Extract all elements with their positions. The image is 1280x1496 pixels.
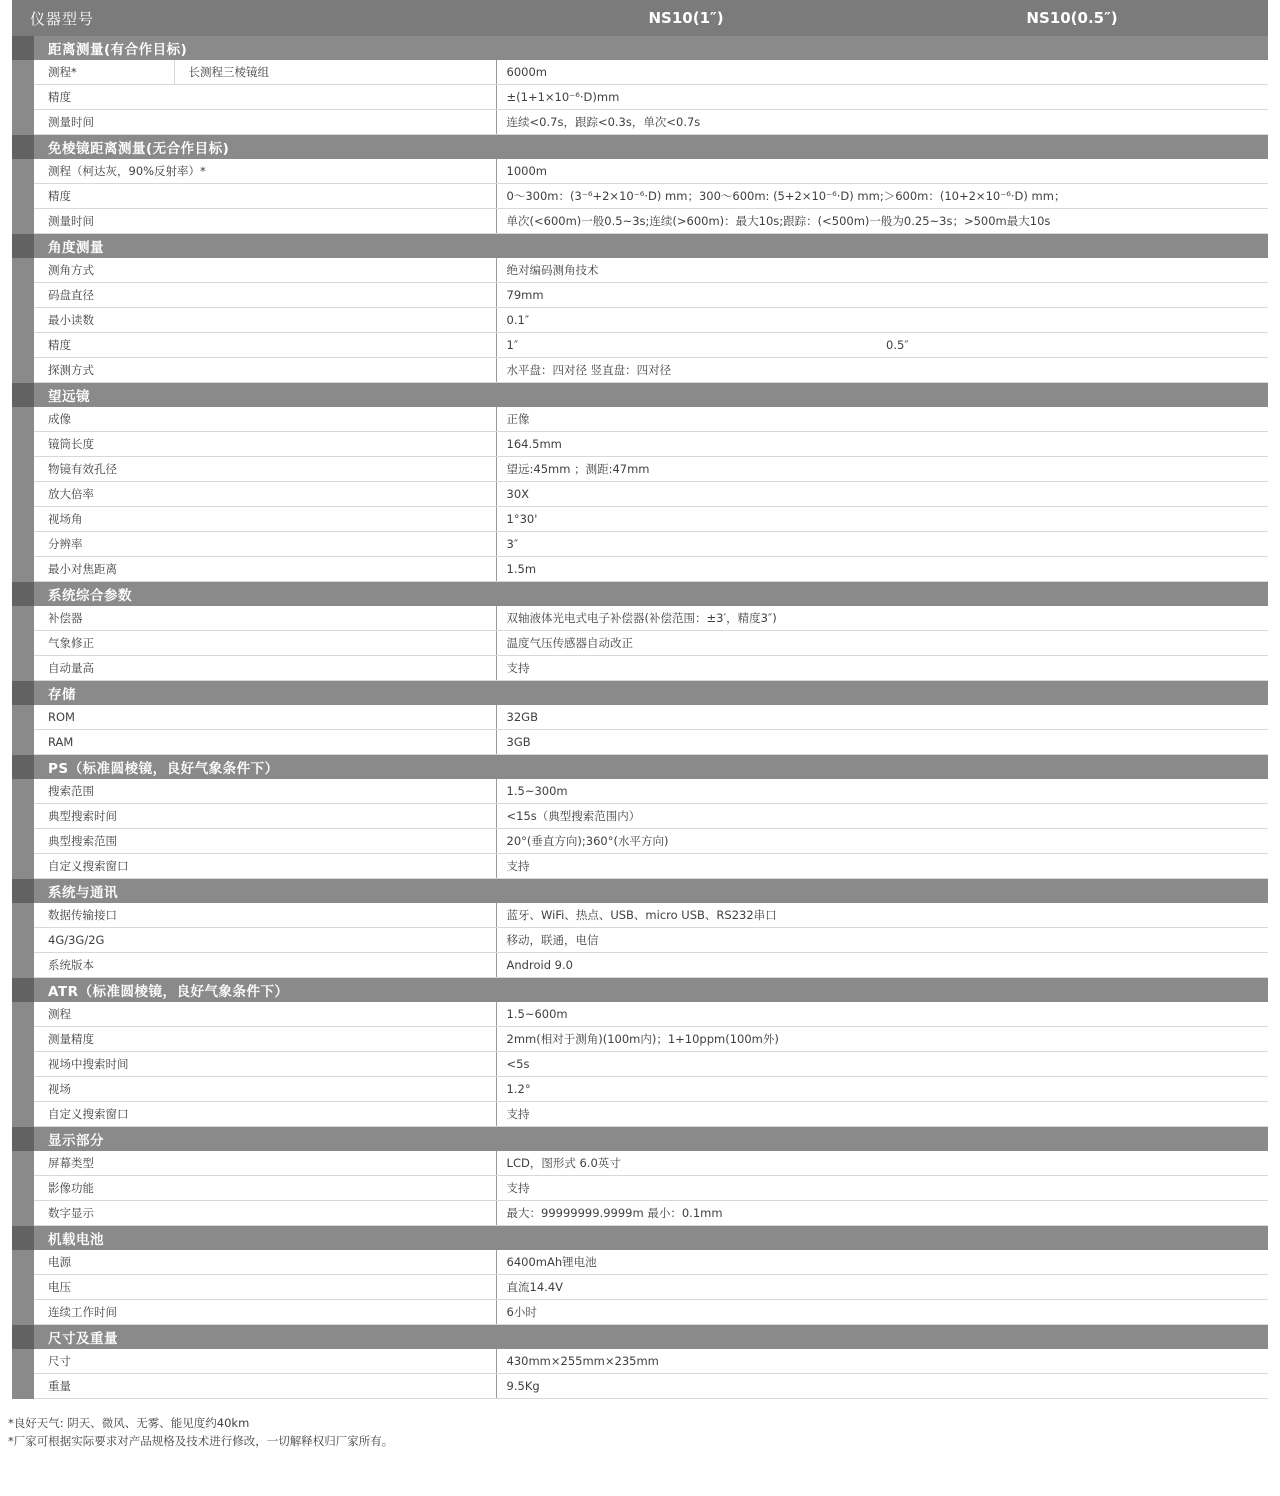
row-value: 0.1″ [496, 308, 1268, 333]
row-accent-bar [12, 1077, 34, 1102]
row-accent-bar [12, 110, 34, 135]
section-title: 系统与通讯 [34, 879, 1268, 904]
section-header-row [12, 234, 1268, 259]
row-accent-bar [12, 631, 34, 656]
row-label: 自定义搜索窗口 [34, 1102, 496, 1127]
table-row [12, 606, 1268, 631]
section-accent-bar [12, 978, 34, 1003]
header-column-ns10-1: NS10(1″) [496, 0, 876, 36]
row-label: 典型搜索范围 [34, 829, 496, 854]
section-accent-bar [12, 755, 34, 780]
row-label: 测量时间 [34, 209, 496, 234]
table-row [12, 903, 1268, 928]
table-row [12, 1176, 1268, 1201]
row-accent-bar [12, 1176, 34, 1201]
table-row [12, 85, 1268, 110]
row-accent-bar [12, 457, 34, 482]
row-label: 分辨率 [34, 532, 496, 557]
row-accent-bar [12, 705, 34, 730]
row-value: 望远:45mm ；测距:47mm [496, 457, 1268, 482]
table-row [12, 1300, 1268, 1325]
specification-table [12, 0, 1268, 1399]
row-accent-bar [12, 358, 34, 383]
table-header-row [12, 0, 1268, 36]
row-accent-bar [12, 209, 34, 234]
section-header-row [12, 879, 1268, 904]
table-row [12, 1027, 1268, 1052]
row-accent-bar [12, 779, 34, 804]
row-value: 直流14.4V [496, 1275, 1268, 1300]
section-accent-bar [12, 879, 34, 904]
section-title: 系统综合参数 [34, 582, 1268, 607]
row-accent-bar [12, 1349, 34, 1374]
section-title: 机载电池 [34, 1226, 1268, 1251]
row-value: 支持 [496, 1176, 1268, 1201]
row-label: 精度 [34, 184, 496, 209]
row-accent-bar [12, 953, 34, 978]
table-row [12, 457, 1268, 482]
row-sublabel: 长测程三棱镜组 [174, 60, 496, 85]
header-column-ns10-05: NS10(0.5″) [876, 0, 1268, 36]
section-title: 角度测量 [34, 234, 1268, 259]
table-row [12, 953, 1268, 978]
section-header-row [12, 135, 1268, 160]
row-label: 屏幕类型 [34, 1151, 496, 1176]
row-label: 码盘直径 [34, 283, 496, 308]
row-value: 3″ [496, 532, 1268, 557]
table-body [12, 0, 1268, 1399]
section-accent-bar [12, 681, 34, 706]
row-value: Android 9.0 [496, 953, 1268, 978]
row-accent-bar [12, 854, 34, 879]
row-value: 双轴液体光电式电子补偿器(补偿范围：±3′，精度3″) [496, 606, 1268, 631]
row-label: 系统版本 [34, 953, 496, 978]
section-title: PS（标准圆棱镜，良好气象条件下） [34, 755, 1268, 780]
section-title: ATR（标准圆棱镜，良好气象条件下） [34, 978, 1268, 1003]
table-row [12, 928, 1268, 953]
row-accent-bar [12, 308, 34, 333]
table-row [12, 1201, 1268, 1226]
row-accent-bar [12, 1052, 34, 1077]
row-accent-bar [12, 432, 34, 457]
row-value: 6400mAh锂电池 [496, 1250, 1268, 1275]
table-row [12, 283, 1268, 308]
row-label: 数据传输接口 [34, 903, 496, 928]
row-value: 30X [496, 482, 1268, 507]
section-title: 免棱镜距离测量(无合作目标) [34, 135, 1268, 160]
row-value: ±(1+1×10⁻⁶·D)mm [496, 85, 1268, 110]
row-accent-bar [12, 507, 34, 532]
section-title: 尺寸及重量 [34, 1325, 1268, 1350]
section-accent-bar [12, 234, 34, 259]
row-value: <15s（典型搜索范围内） [496, 804, 1268, 829]
table-row [12, 60, 1268, 85]
row-value: 支持 [496, 656, 1268, 681]
row-label: 最小读数 [34, 308, 496, 333]
row-accent-bar [12, 1250, 34, 1275]
table-row [12, 432, 1268, 457]
row-value: 1°30' [496, 507, 1268, 532]
table-row [12, 532, 1268, 557]
row-accent-bar [12, 85, 34, 110]
row-value: 6000m [496, 60, 1268, 85]
section-header-row [12, 1226, 1268, 1251]
row-label: 精度 [34, 333, 496, 358]
row-accent-bar [12, 60, 34, 85]
section-accent-bar [12, 383, 34, 408]
table-row [12, 779, 1268, 804]
row-accent-bar [12, 258, 34, 283]
row-label: 放大倍率 [34, 482, 496, 507]
row-label: 连续工作时间 [34, 1300, 496, 1325]
row-value: 6小时 [496, 1300, 1268, 1325]
row-value-ns10-1: 1″ [496, 333, 876, 358]
row-value: 单次(<600m)一般0.5~3s;连续(>600m)：最大10s;跟踪：(<500m)一般为0.25~3s；>500m最大10s [496, 209, 1268, 234]
footnotes [8, 1415, 1280, 1451]
row-value: 32GB [496, 705, 1268, 730]
row-accent-bar [12, 1374, 34, 1399]
table-row [12, 829, 1268, 854]
row-value: 1000m [496, 159, 1268, 184]
table-row [12, 557, 1268, 582]
row-value: LCD，图形式 6.0英寸 [496, 1151, 1268, 1176]
row-value: 2mm(相对于测角)(100m内)；1+10ppm(100m外) [496, 1027, 1268, 1052]
row-accent-bar [12, 1027, 34, 1052]
table-row [12, 482, 1268, 507]
footnote-weather: *良好天气: 阴天、微风、无雾、能见度约40km [8, 1416, 250, 1430]
row-label: 最小对焦距离 [34, 557, 496, 582]
row-value: 支持 [496, 854, 1268, 879]
row-accent-bar [12, 1201, 34, 1226]
table-row [12, 407, 1268, 432]
row-label: 4G/3G/2G [34, 928, 496, 953]
row-label: 测程（柯达灰，90%反射率）* [34, 159, 496, 184]
row-label: 影像功能 [34, 1176, 496, 1201]
row-accent-bar [12, 1102, 34, 1127]
table-row [12, 1349, 1268, 1374]
row-label: 补偿器 [34, 606, 496, 631]
table-row [12, 184, 1268, 209]
row-value: 正像 [496, 407, 1268, 432]
table-row [12, 258, 1268, 283]
row-accent-bar [12, 1275, 34, 1300]
table-row [12, 333, 1268, 358]
row-label: 数字显示 [34, 1201, 496, 1226]
row-accent-bar [12, 482, 34, 507]
section-header-row [12, 383, 1268, 408]
row-label: 搜索范围 [34, 779, 496, 804]
row-value: 温度气压传感器自动改正 [496, 631, 1268, 656]
row-label: ROM [34, 705, 496, 730]
section-header-row [12, 978, 1268, 1003]
section-header-row [12, 1127, 1268, 1152]
row-accent-bar [12, 1300, 34, 1325]
section-header-row [12, 582, 1268, 607]
row-accent-bar [12, 333, 34, 358]
row-label: 物镜有效孔径 [34, 457, 496, 482]
row-accent-bar [12, 656, 34, 681]
row-value: <5s [496, 1052, 1268, 1077]
section-title: 存储 [34, 681, 1268, 706]
row-value: 水平盘：四对径 竖直盘：四对径 [496, 358, 1268, 383]
row-value: 1.2° [496, 1077, 1268, 1102]
row-accent-bar [12, 606, 34, 631]
table-row [12, 1374, 1268, 1399]
section-header-row [12, 36, 1268, 60]
section-accent-bar [12, 135, 34, 160]
row-value: 3GB [496, 730, 1268, 755]
row-label: RAM [34, 730, 496, 755]
table-row [12, 159, 1268, 184]
row-value: 移动，联通，电信 [496, 928, 1268, 953]
row-value: 绝对编码测角技术 [496, 258, 1268, 283]
row-label: 自定义搜索窗口 [34, 854, 496, 879]
table-row [12, 631, 1268, 656]
row-label: 测量精度 [34, 1027, 496, 1052]
section-accent-bar [12, 582, 34, 607]
row-accent-bar [12, 407, 34, 432]
row-accent-bar [12, 532, 34, 557]
row-label: 视场 [34, 1077, 496, 1102]
row-label: 视场中搜索时间 [34, 1052, 496, 1077]
section-title: 望远镜 [34, 383, 1268, 408]
section-accent-bar [12, 1226, 34, 1251]
table-row [12, 1275, 1268, 1300]
section-header-row [12, 755, 1268, 780]
table-row [12, 358, 1268, 383]
row-value: 20°(垂直方向);360°(水平方向) [496, 829, 1268, 854]
table-row [12, 1250, 1268, 1275]
row-label: 精度 [34, 85, 496, 110]
row-label: 测量时间 [34, 110, 496, 135]
row-accent-bar [12, 829, 34, 854]
row-value: 1.5~600m [496, 1002, 1268, 1027]
section-title: 显示部分 [34, 1127, 1268, 1152]
table-row [12, 1002, 1268, 1027]
row-accent-bar [12, 159, 34, 184]
table-row [12, 1077, 1268, 1102]
table-row [12, 209, 1268, 234]
table-row [12, 656, 1268, 681]
row-accent-bar [12, 283, 34, 308]
row-accent-bar [12, 184, 34, 209]
section-header-row [12, 681, 1268, 706]
section-header-row [12, 1325, 1268, 1350]
row-value: 蓝牙、WiFi、热点、USB、micro USB、RS232串口 [496, 903, 1268, 928]
table-row [12, 110, 1268, 135]
row-value: 164.5mm [496, 432, 1268, 457]
row-value: 1.5~300m [496, 779, 1268, 804]
row-label: 成像 [34, 407, 496, 432]
row-accent-bar [12, 903, 34, 928]
row-value-ns10-05: 0.5″ [876, 333, 1268, 358]
row-label: 典型搜索时间 [34, 804, 496, 829]
row-value: 0～300m：(3⁻⁶+2×10⁻⁶·D) mm；300～600m: (5+2×10⁻⁶·D) mm;＞600m：(10+2×10⁻⁶·D) mm； [496, 184, 1268, 209]
table-row [12, 1052, 1268, 1077]
row-value: 9.5Kg [496, 1374, 1268, 1399]
table-row [12, 854, 1268, 879]
row-value: 1.5m [496, 557, 1268, 582]
row-label: 气象修正 [34, 631, 496, 656]
row-label: 自动量高 [34, 656, 496, 681]
row-accent-bar [12, 557, 34, 582]
table-row [12, 1102, 1268, 1127]
table-row [12, 308, 1268, 333]
row-value: 支持 [496, 1102, 1268, 1127]
row-accent-bar [12, 1002, 34, 1027]
row-value: 79mm [496, 283, 1268, 308]
row-label: 测程 [34, 1002, 496, 1027]
row-value: 最大：99999999.9999m 最小：0.1mm [496, 1201, 1268, 1226]
section-accent-bar [12, 1325, 34, 1350]
table-row [12, 507, 1268, 532]
row-accent-bar [12, 804, 34, 829]
header-model-label: 仪器型号 [12, 0, 496, 36]
row-label: 测角方式 [34, 258, 496, 283]
row-accent-bar [12, 928, 34, 953]
row-value: 430mm×255mm×235mm [496, 1349, 1268, 1374]
table-row [12, 1151, 1268, 1176]
row-label: 镜筒长度 [34, 432, 496, 457]
row-label: 测程* [34, 60, 174, 85]
row-label: 电压 [34, 1275, 496, 1300]
table-row [12, 804, 1268, 829]
section-accent-bar [12, 36, 34, 60]
table-row [12, 730, 1268, 755]
section-accent-bar [12, 1127, 34, 1152]
section-title: 距离测量(有合作目标) [34, 36, 1268, 60]
row-accent-bar [12, 730, 34, 755]
row-label: 电源 [34, 1250, 496, 1275]
row-label: 探测方式 [34, 358, 496, 383]
row-accent-bar [12, 1151, 34, 1176]
row-value: 连续<0.7s，跟踪<0.3s，单次<0.7s [496, 110, 1268, 135]
row-label: 重量 [34, 1374, 496, 1399]
footnote-disclaimer: *厂家可根据实际要求对产品规格及技术进行修改，一切解释权归厂家所有。 [8, 1433, 394, 1448]
row-label: 尺寸 [34, 1349, 496, 1374]
row-label: 视场角 [34, 507, 496, 532]
table-row [12, 705, 1268, 730]
